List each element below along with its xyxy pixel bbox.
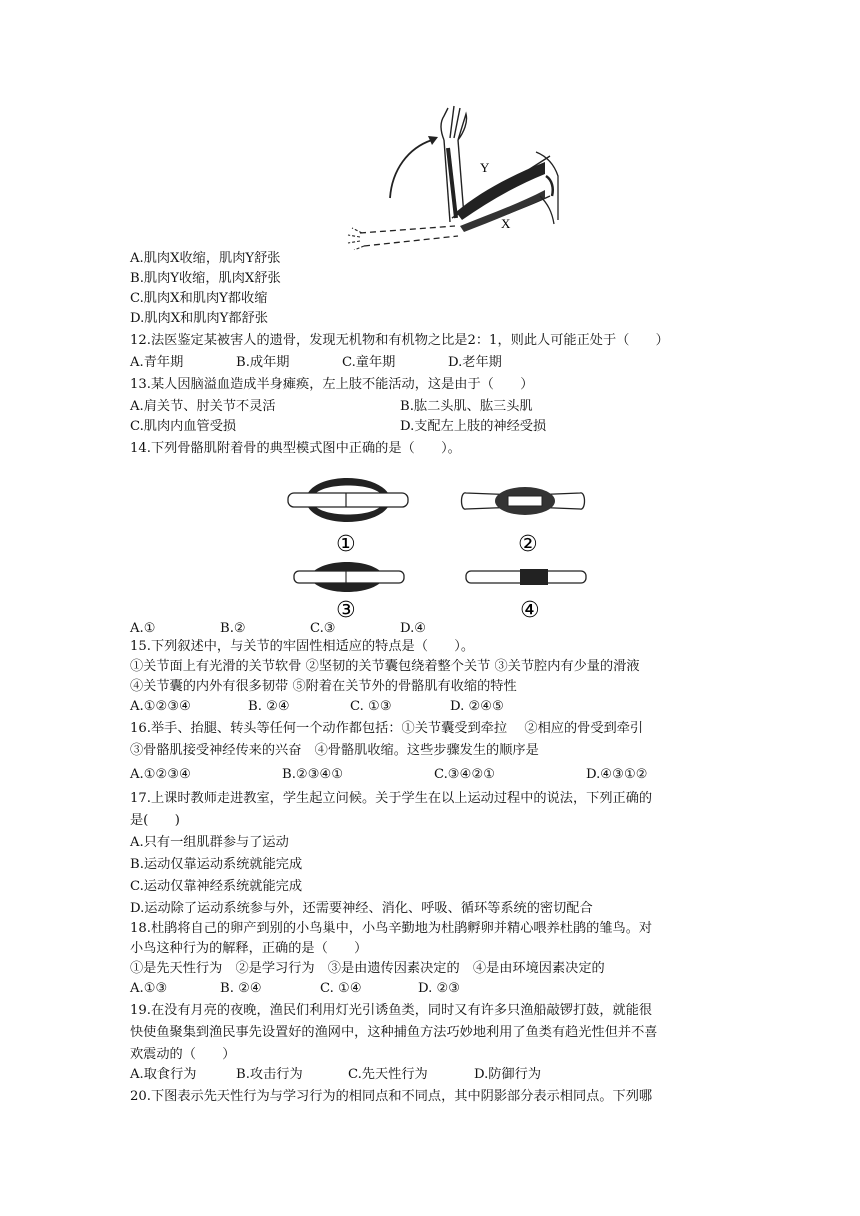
q17-stem: 17.上课时教师走进教室，学生起立问候。关于学生在以上运动过程中的说法，下列正确的 [130,791,653,806]
q15-statements-2: ④关节囊的内外有很多韧带 ⑤附着在关节外的骨骼肌有收缩的特性 [130,679,517,694]
q18-stem: 18.杜鹃将自己的卵产到别的小鸟巢中，小鸟辛勤地为杜鹃孵卵并精心喂养杜鹃的雏鸟。对 [130,921,653,936]
q11-option-d: D.肌肉X和肌肉Y都舒张 [130,311,268,326]
q16-option-b: B.②③④① [282,767,344,782]
q13-option-c: C.肌肉内血管受损 [130,419,237,434]
q15-stem: 15.下列叙述中，与关节的牢固性相适应的特点是（ ）。 [130,639,475,654]
q15-option-b: B. ②④ [248,699,290,714]
q12-stem: 12.法医鉴定某被害人的遗骨，发现无机物和有机物之比是2：1，则此人可能正处于（ ） [130,333,669,348]
figure-4-label: ④ [520,598,540,623]
q11-option-b: B.肌肉Y收缩，肌肉X舒张 [130,271,281,286]
q19-option-c: C.先天性行为 [348,1067,428,1082]
q18-option-a: A.①③ [130,981,168,996]
q12-option-c: C.童年期 [342,355,396,370]
q12-option-b: B.成年期 [236,355,290,370]
q17-option-c: C.运动仅靠神经系统就能完成 [130,879,303,894]
q19-option-a: A.取食行为 [130,1067,197,1082]
q19-option-d: D.防御行为 [474,1067,542,1082]
q14-option-d: D.④ [400,621,427,636]
arm-muscle-figure [340,100,560,250]
q13-stem: 13.某人因脑溢血造成半身瘫痪，左上肢不能活动，这是由于（ ） [130,377,534,392]
muscle-y-label: Y [480,160,490,175]
q17-option-a: A.只有一组肌群参与了运动 [130,835,289,850]
q15-statements-1: ①关节面上有光滑的关节软骨 ②坚韧的关节囊包绕着整个关节 ③关节腔内有少量的滑液 [130,659,640,674]
q20-stem: 20.下图表示先天性行为与学习行为的相同点和不同点，其中阴影部分表示相同点。下列哪 [130,1089,653,1104]
q11-option-a: A.肌肉X收缩，肌肉Y舒张 [130,251,281,266]
figure-1-label: ① [336,532,356,557]
q15-option-c: C. ①③ [350,699,392,714]
q16-stem-2: ③骨骼肌接受神经传来的兴奋 ④骨骼肌收缩。这些步骤发生的顺序是 [130,743,539,758]
q19-stem-3: 欢震动的（ ） [130,1047,236,1062]
q19-stem-2: 快使鱼聚集到渔民事先设置好的渔网中，这种捕鱼方法巧妙地利用了鱼类有趋光性但并不喜 [130,1025,658,1040]
q16-option-d: D.④③①② [586,767,648,782]
q11-option-c: C.肌肉X和肌肉Y都收缩 [130,291,268,306]
q18-statements: ①是先天性行为 ②是学习行为 ③是由遗传因素决定的 ④是由环境因素决定的 [130,961,605,976]
q14-option-c: C.③ [310,621,336,636]
q13-option-b: B.肱二头肌、肱三头肌 [400,399,533,414]
q14-option-b: B.② [220,621,246,636]
q15-option-d: D. ②④⑤ [450,699,504,714]
q18-option-c: C. ①④ [320,981,362,996]
muscle-x-label: X [501,216,511,231]
q18-option-d: D. ②③ [418,981,461,996]
q13-option-a: A.肩关节、肘关节不灵活 [130,399,276,414]
bone-muscle-figures [280,465,590,625]
q19-stem: 19.在没有月亮的夜晚，渔民们利用灯光引诱鱼类，同时又有许多只渔船敲锣打鼓，就能很 [130,1003,653,1018]
q18-stem-2: 小鸟这种行为的解释，正确的是（ ） [130,941,368,956]
q12-option-d: D.老年期 [448,355,502,370]
q14-stem: 14.下列骨骼肌附着骨的典型模式图中正确的是（ ）。 [130,441,461,456]
figure-2-label: ② [518,532,538,557]
q16-option-c: C.③④②① [434,767,496,782]
figure-2 [462,487,585,557]
q12-option-a: A.青年期 [130,355,184,370]
q14-option-a: A.① [130,621,156,636]
q15-option-a: A.①②③④ [130,699,192,714]
figure-1 [288,478,408,557]
q17-stem-2: 是( ) [130,813,180,828]
figure-3 [294,562,404,623]
q17-option-d: D.运动除了运动系统参与外，还需要神经、消化、呼吸、循环等系统的密切配合 [130,901,593,916]
q19-option-b: B.攻击行为 [236,1067,303,1082]
q16-stem: 16.举手、抬腿、转头等任何一个动作都包括：①关节囊受到牵拉 ②相应的骨受到牵引 [130,721,644,736]
figure-4 [466,569,586,623]
q18-option-b: B. ②④ [220,981,262,996]
q16-option-a: A.①②③④ [130,767,192,782]
figure-3-label: ③ [336,598,356,623]
q17-option-b: B.运动仅靠运动系统就能完成 [130,857,303,872]
q13-option-d: D.支配左上肢的神经受损 [400,419,547,434]
